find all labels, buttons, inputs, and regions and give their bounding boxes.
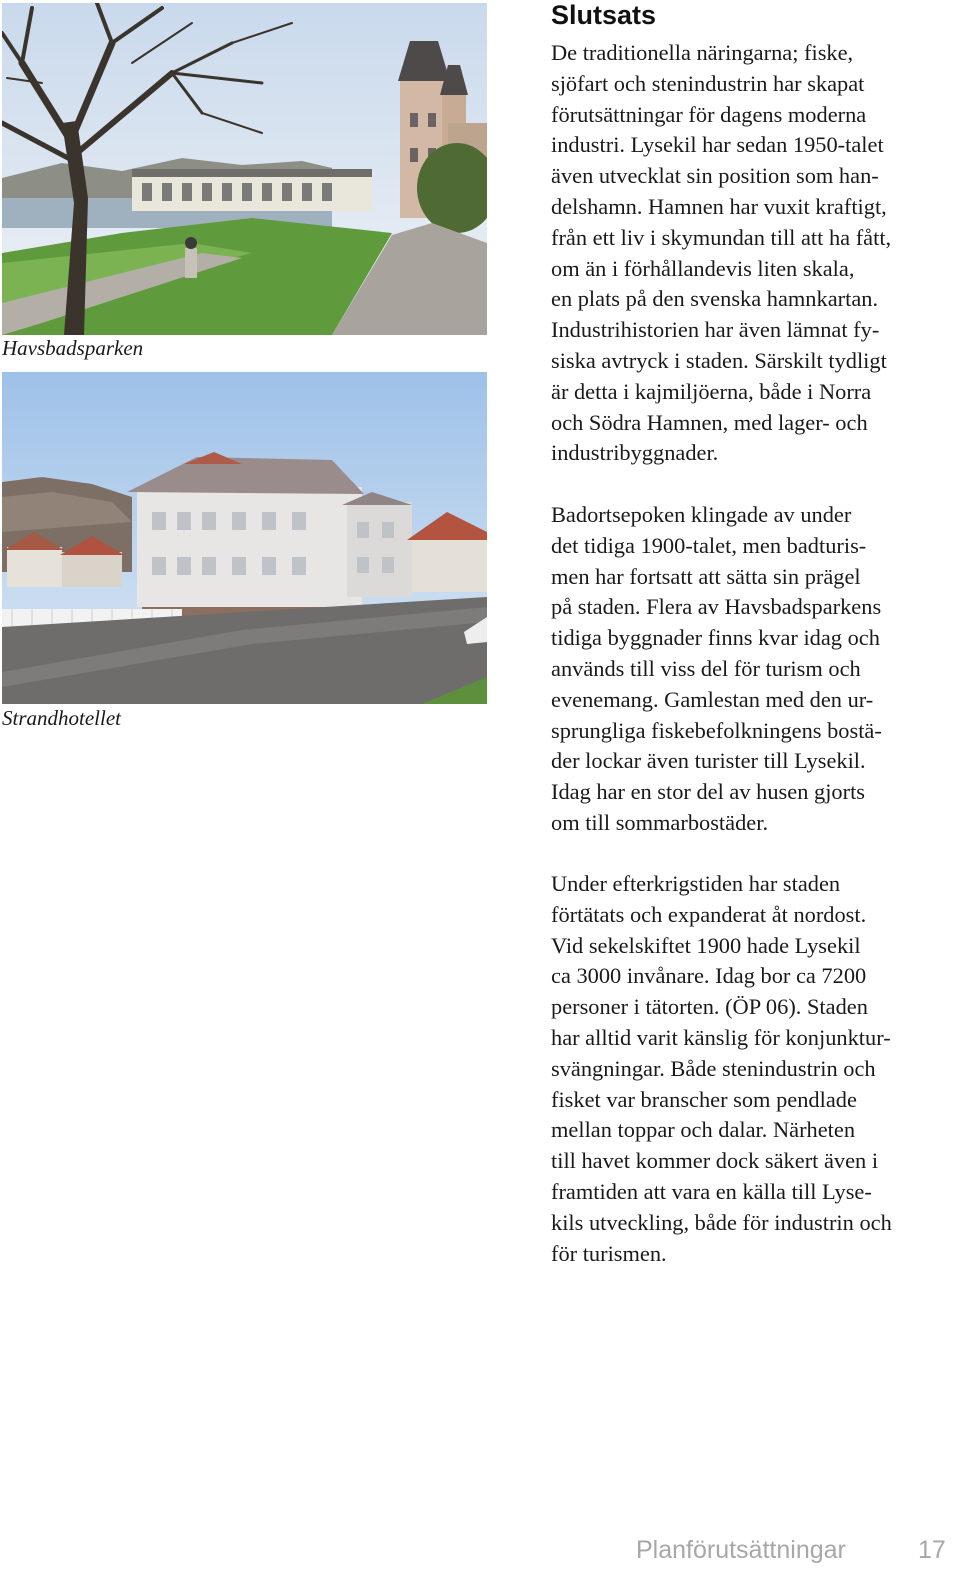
text-line: delshamn. Hamnen har vuxit kraftigt, — [551, 193, 887, 219]
text-line: fisket var branscher som pendlade — [551, 1086, 857, 1112]
text-line: ca 3000 invånare. Idag bor ca 7200 — [551, 963, 867, 989]
paragraph-slutsats-2 — [551, 500, 882, 839]
text-line: Idag har en stor del av husen gjorts — [551, 779, 866, 805]
text-line: tidiga byggnader finns kvar idag och — [551, 625, 880, 651]
text-line: till havet kommer dock säkert även i — [551, 1148, 879, 1174]
text-line: sprungliga fiskebefolkningens bostä- — [551, 717, 882, 743]
text-line: industribyggnader. — [551, 440, 719, 466]
text-line: evenemang. Gamlestan med den ur- — [551, 686, 874, 712]
text-line: på staden. Flera av Havsbadsparkens — [551, 594, 882, 620]
text-line: sjöfart och stenindustrin har skapat — [551, 70, 865, 96]
photo-caption-strandhotellet: Strandhotellet — [2, 706, 121, 730]
photo-caption-havsbadsparken: Havsbadsparken — [2, 336, 144, 360]
text-line: från ett liv i skymundan till att ha fått, — [551, 224, 892, 250]
text-line: om till sommarbostäder. — [551, 809, 769, 835]
text-line: De traditionella näringarna; fiske, — [551, 40, 854, 65]
text-line: för turismen. — [551, 1240, 667, 1266]
text-line: der lockar även turister till Lysekil. — [551, 748, 866, 774]
text-line: och Södra Hamnen, med lager- och — [551, 409, 868, 435]
text-line: men har fortsatt att sätta sin prägel — [551, 563, 861, 589]
text-line: Under efterkrigstiden har staden — [551, 871, 841, 896]
strandhotellet-photo — [2, 372, 487, 704]
text-line: mellan toppar och dalar. Närheten — [551, 1117, 856, 1143]
footer-section-title: Planförutsättningar — [636, 1536, 846, 1564]
paragraph-slutsats-1 — [551, 38, 891, 469]
text-line: används till viss del för turism och — [551, 655, 861, 681]
section-heading: Slutsats — [551, 0, 657, 30]
text-line: svängningar. Både stenindustrin och — [551, 1055, 876, 1081]
text-line: siska avtryck i staden. Särskilt tydligt — [551, 347, 887, 373]
text-line: Industrihistorien har även lämnat fy- — [551, 317, 880, 343]
page-number: 17 — [918, 1536, 946, 1564]
text-line: förtätats och expanderat åt nordost. — [551, 901, 867, 927]
text-line: är detta i kajmiljöerna, både i Norra — [551, 378, 872, 404]
text-line: det tidiga 1900-talet, men badturis- — [551, 532, 867, 558]
text-line: en plats på den svenska hamnkartan. — [551, 286, 879, 312]
text-line: förutsättningar för dagens moderna — [551, 101, 867, 127]
text-line: kils utveckling, både för industrin och — [551, 1209, 892, 1235]
text-line: även utvecklat sin position som han- — [551, 163, 879, 189]
paragraph-slutsats-3 — [551, 869, 892, 1269]
text-line: industri. Lysekil har sedan 1950-talet — [551, 132, 884, 158]
text-line: har alltid varit känslig för konjunktur- — [551, 1024, 891, 1050]
havsbadsparken-photo — [2, 3, 487, 335]
text-line: personer i tätorten. (ÖP 06). Staden — [551, 994, 868, 1020]
text-line: Vid sekelskiftet 1900 hade Lysekil — [551, 932, 861, 958]
text-line: Badortsepoken klingade av under — [551, 502, 852, 527]
text-line: om än i förhållandevis liten skala, — [551, 255, 855, 281]
text-line: framtiden att vara en källa till Lyse- — [551, 1178, 872, 1204]
